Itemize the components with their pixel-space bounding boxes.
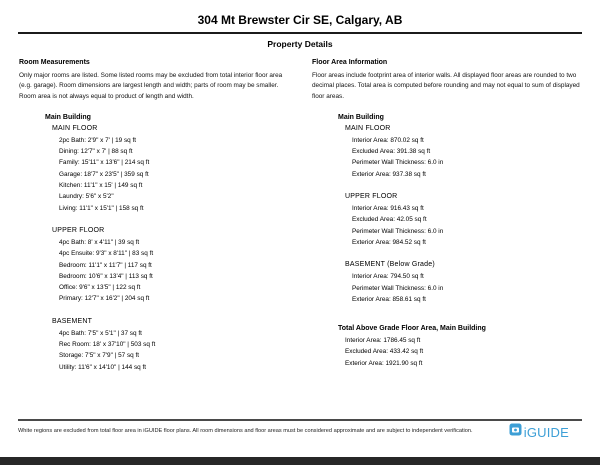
room-line: Family: 15'11" x 13'6" | 214 sq ft (59, 159, 150, 167)
area-line: Exterior Area: 984.52 sq ft (352, 238, 426, 246)
room-line: Primary: 12'7" x 16'2" | 204 sq ft (59, 295, 150, 303)
area-line: Interior Area: 794.50 sq ft (352, 273, 424, 281)
total-heading: Total Above Grade Floor Area, Main Building (338, 325, 486, 333)
area-line: Perimeter Wall Thickness: 6.0 in (352, 159, 444, 167)
floor-name: UPPER FLOOR (345, 193, 398, 201)
bottom-edge-bar (0, 457, 600, 465)
building-name: Main Building (45, 113, 91, 121)
floor-area-heading: Floor Area Information (312, 59, 388, 66)
room-line: Living: 11'1" x 15'1" | 158 sq ft (59, 204, 144, 212)
room-measurements-heading: Room Measurements (19, 59, 90, 66)
page-subtitle: Property Details (267, 39, 333, 49)
floor-area-description: Floor areas include footprint area of interior walls. All displayed floor areas are rounded to two decimal places. Total area is computed before rounding and may not equal to sum of displayed floor areas. (312, 72, 580, 100)
area-group-basement (338, 261, 581, 305)
total-above-grade-block (338, 325, 581, 369)
area-group-main (338, 125, 581, 180)
footer-disclaimer: White regions are excluded from total floor area in iGUIDE floor plans. All room dimensions and floor areas must be considered approximate and are subject to independent verification. (18, 428, 473, 434)
header-divider (18, 32, 582, 34)
room-line: Storage: 7'5" x 7'9" | 57 sq ft (59, 352, 140, 360)
area-line: Interior Area: 916.43 sq ft (352, 205, 424, 213)
floor-name: BASEMENT (Below Grade) (345, 261, 435, 269)
area-line: Exterior Area: 937.38 sq ft (352, 170, 426, 178)
footer-divider (18, 419, 582, 421)
content-columns (19, 59, 581, 386)
floor-name: UPPER FLOOR (52, 226, 105, 234)
area-line: Excluded Area: 42.05 sq ft (352, 216, 427, 224)
floor-group-upper (45, 227, 288, 305)
iguide-logo (509, 423, 569, 441)
room-line: Dining: 12'7" x 7' | 88 sq ft (59, 148, 133, 156)
floor-area-section (304, 59, 581, 386)
iguide-logo-text: iGUIDE (523, 424, 569, 440)
room-line: Rec Room: 18' x 37'10" | 503 sq ft (59, 341, 156, 349)
page-title: 304 Mt Brewster Cir SE, Calgary, AB (197, 13, 403, 27)
floor-name: BASEMENT (52, 317, 93, 325)
building-name: Main Building (338, 113, 384, 121)
room-line: 2pc Bath: 2'9" x 7' | 19 sq ft (59, 136, 137, 144)
area-line: Perimeter Wall Thickness: 6.0 in (352, 227, 444, 235)
room-line: 4pc Bath: 8' x 4'11" | 39 sq ft (59, 238, 140, 246)
area-line: Interior Area: 870.02 sq ft (352, 136, 424, 144)
floor-area-building (338, 114, 581, 305)
room-measurements-section (19, 59, 304, 386)
total-line: Interior Area: 1786.45 sq ft (345, 337, 421, 345)
floor-group-basement (45, 318, 288, 373)
room-line: Office: 9'6" x 13'5" | 122 sq ft (59, 284, 141, 292)
room-line: 4pc Ensuite: 9'3" x 8'11" | 83 sq ft (59, 250, 154, 258)
room-line: Laundry: 5'6" x 5'2" (59, 193, 114, 201)
total-line: Exterior Area: 1921.90 sq ft (345, 359, 423, 367)
area-line: Excluded Area: 391.38 sq ft (352, 148, 431, 156)
iguide-logo-icon (509, 423, 522, 441)
floor-name: MAIN FLOOR (52, 124, 98, 132)
area-line: Perimeter Wall Thickness: 6.0 in (352, 284, 444, 292)
area-group-upper (338, 193, 581, 248)
room-measurements-description: Only major rooms are listed. Some listed rooms may be excluded from total interior floor area (e.g. garage). Room dimensions are largest length and width; parts of room may be smaller. Room area is not always equal to product of length and width. (19, 72, 283, 100)
room-line: Garage: 18'7" x 23'5" | 359 sq ft (59, 170, 149, 178)
room-line: Kitchen: 11'1" x 15' | 149 sq ft (59, 182, 143, 190)
floor-name: MAIN FLOOR (345, 124, 391, 132)
room-line: Bedroom: 10'6" x 13'4" | 113 sq ft (59, 272, 153, 280)
total-line: Excluded Area: 433.42 sq ft (345, 348, 424, 356)
room-line: Bedroom: 11'1" x 11'7" | 117 sq ft (59, 261, 152, 269)
area-line: Exterior Area: 858.61 sq ft (352, 295, 426, 303)
room-line: 4pc Bath: 7'5" x 5'1" | 37 sq ft (59, 329, 142, 337)
room-line: Utility: 11'6" x 14'10" | 144 sq ft (59, 363, 147, 371)
room-measurements-building (45, 114, 288, 373)
floor-group-main (45, 125, 288, 214)
